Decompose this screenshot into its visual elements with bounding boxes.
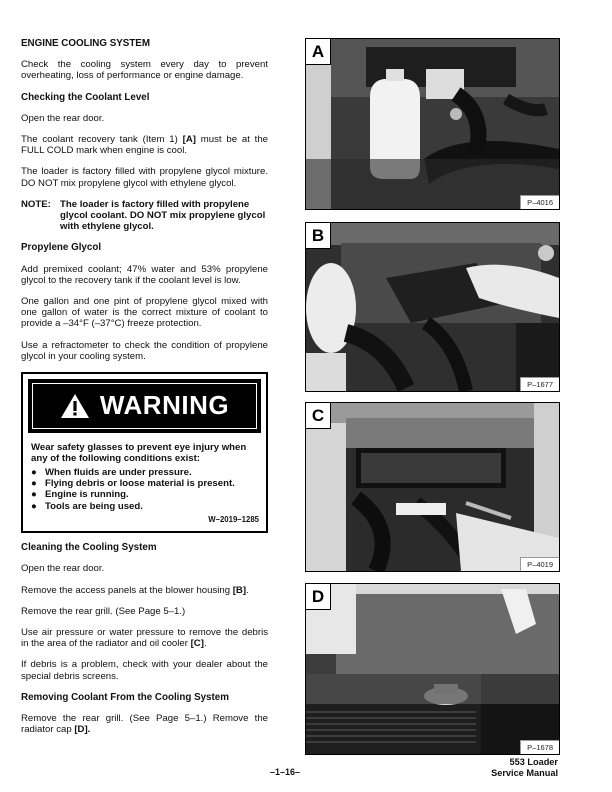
note-label: NOTE: (21, 198, 51, 210)
warning-box (21, 372, 268, 533)
premixed-paragraph: Add premixed coolant; 47% water and 53% propylene glycol to the recovery tank if the coolant level is low. (21, 263, 268, 286)
warning-list (31, 467, 259, 512)
factory-paragraph: The loader is factory filled with propylene glycol mixture. DO NOT mix propylene glycol with ethylene glycol. (21, 166, 268, 189)
bullet-icon: ● (31, 500, 37, 512)
photo-label: D (306, 584, 331, 610)
photo-code: P–1678 (520, 740, 559, 754)
photo-b (305, 222, 560, 392)
engine-photo-a (306, 39, 559, 209)
section-heading: ENGINE COOLING SYSTEM (21, 38, 151, 49)
photo-c (305, 402, 560, 572)
warning-body (23, 433, 266, 531)
warning-triangle-icon (60, 393, 90, 419)
rear-grill-paragraph: Remove the rear grill. (See Page 5–1.) (21, 605, 186, 617)
engine-photo-b (306, 223, 559, 391)
photo-code: P–4016 (520, 195, 559, 209)
open-door-paragraph: Open the rear door. (21, 112, 105, 124)
engine-photo-d (306, 584, 559, 754)
debris-paragraph: If debris is a problem, check with your dealer about the special debris screens. (21, 659, 268, 682)
figure-ref-c: [C] (190, 638, 204, 650)
warning-item: ● When fluids are under pressure. (31, 466, 192, 478)
warning-title: WARNING (99, 390, 230, 421)
warning-header (28, 379, 261, 433)
subheading-checking: Checking the Coolant Level (21, 91, 150, 103)
refractometer-paragraph: Use a refractometer to check the condition of propylene glycol in your cooling system. (21, 339, 268, 362)
warning-item: ● Flying debris or loose material is present. (31, 477, 235, 489)
figure-ref-d: [D]. (74, 724, 91, 736)
engine-photo-c (306, 403, 559, 571)
note-text: The loader is factory filled with propylene glycol coolant. DO NOT mix propylene glycol with ethylene glycol. (60, 198, 266, 233)
bullet-icon: ● (31, 477, 37, 489)
open-door-paragraph-2: Open the rear door. (21, 563, 105, 575)
subheading-propylene: Propylene Glycol (21, 242, 102, 254)
subheading-cleaning: Cleaning the Cooling System (21, 542, 157, 554)
warning-item: ● Engine is running. (31, 489, 129, 501)
photo-label: C (306, 403, 331, 429)
warning-code: W–2019–1285 (208, 514, 259, 524)
subheading-removing: Removing Coolant From the Cooling System (21, 691, 229, 703)
photo-label: A (306, 39, 331, 65)
page-number: –1–16– (270, 767, 301, 777)
radiator-cap-paragraph: Remove the rear grill. (See Page 5–1.) Remove the radiator cap [D]. (21, 712, 268, 736)
bullet-icon: ● (31, 466, 37, 478)
photo-code: P–4019 (520, 557, 559, 571)
air-pressure-paragraph: Use air pressure or water pressure to remove the debris in the area of the radiator and oil cooler [C]. (21, 626, 268, 650)
photo-label: B (306, 223, 331, 249)
left-column (21, 38, 268, 745)
access-panels-paragraph: Remove the access panels at the blower housing [B]. (21, 584, 249, 596)
bullet-icon: ● (31, 489, 37, 501)
tank-paragraph: The coolant recovery tank (Item 1) [A] must be at the FULL COLD mark when engine is cool. (21, 134, 269, 157)
photo-code: P–1677 (520, 377, 559, 391)
intro-paragraph: Check the cooling system every day to prevent overheating, loss of performance or engine damage. (21, 59, 268, 82)
figure-ref-b: [B] (232, 584, 247, 596)
figure-ref-a: [A] (182, 134, 196, 146)
warning-intro: Wear safety glasses to prevent eye injury when any of the following conditions exist: (31, 442, 247, 465)
gallon-paragraph: One gallon and one pint of propylene glycol mixed with one gallon of water is the correct mixture of coolant to provide a –34°F (–37°C) freeze protection. (21, 296, 268, 330)
note-block (21, 199, 268, 233)
manual-title: 553 Loader Service Manual (491, 757, 558, 778)
photo-a (305, 38, 560, 210)
warning-item: ● Tools are being used. (31, 500, 143, 512)
photo-d (305, 583, 560, 755)
